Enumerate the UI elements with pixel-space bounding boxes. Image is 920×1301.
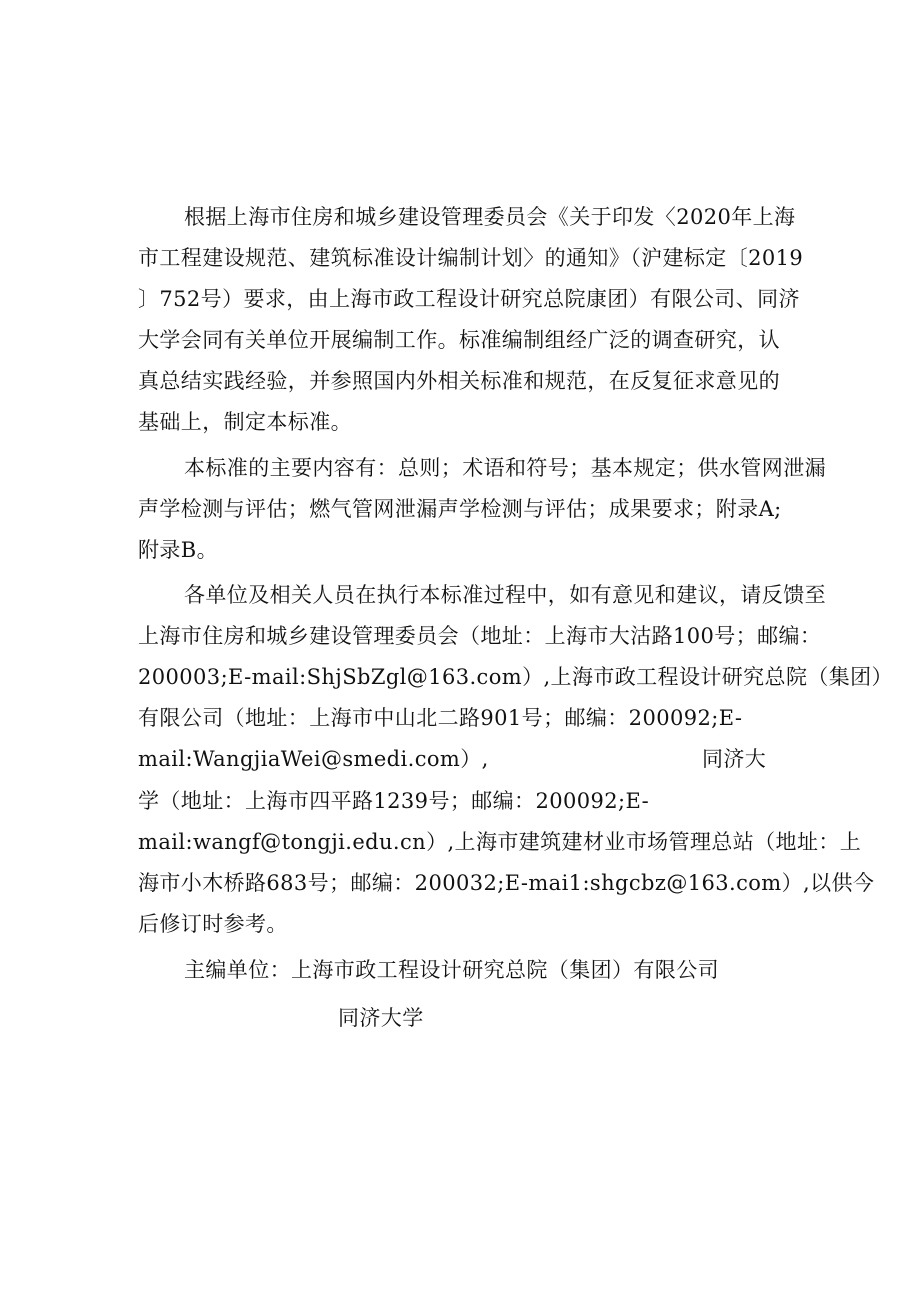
paragraph-2-line-3: 附录B。: [138, 538, 219, 562]
paragraph-3-line-3: 200003;E-mail:ShjSbZgl@163.com）,上海市政工程设计研究总院（集团）: [138, 665, 893, 689]
paragraph-3-line-6: 学（地址：上海市四平路1239号；邮编：200092;E-: [138, 789, 650, 813]
paragraph-1-line-4: 大学会同有关单位开展编制工作。标准编制组经广泛的调查研究，认: [138, 328, 780, 352]
paragraph-3-line-1: 各单位及相关人员在执行本标准过程中，如有意见和建议，请反馈至: [184, 583, 826, 607]
paragraph-3-line-9: 后修订时参考。: [138, 912, 288, 936]
paragraph-1-line-3: 〕752号）要求，由上海市政工程设计研究总院康团）有限公司、同济: [138, 287, 800, 311]
paragraph-3-line-4: 有限公司（地址：上海市中山北二路901号；邮编：200092;E-: [138, 706, 743, 730]
paragraph-1-line-5: 真总结实践经验，并参照国内外相关标准和规范，在反复征求意见的: [138, 369, 780, 393]
paragraph-2-line-1: 本标准的主要内容有：总则；术语和符号；基本规定；供水管网泄漏: [184, 456, 826, 480]
paragraph-1-line-2: 市工程建设规范、建筑标准设计编制计划〉的通知》（沪建标定〔2019: [138, 246, 804, 270]
paragraph-3-line-8: 海市小木桥路683号；邮编：200032;E-mai1:shgcbz@163.com）,以供今: [138, 871, 875, 895]
paragraph-1-line-6: 基础上，制定本标准。: [138, 410, 352, 434]
editor-unit-line: 主编单位：上海市政工程设计研究总院（集团）有限公司: [184, 958, 719, 982]
paragraph-3-line-7: mail:wangf@tongji.edu.cn）,上海市建筑建材业市场管理总站（地址：上: [138, 830, 862, 854]
paragraph-3-line-5: mail:WangjiaWei@smedi.com）,: [138, 747, 489, 771]
paragraph-3-line-2: 上海市住房和城乡建设管理委员会（地址：上海市大沽路100号；邮编：: [138, 624, 822, 648]
editor-unit-second: 同济大学: [338, 1006, 424, 1030]
paragraph-1-line-1: 根据上海市住房和城乡建设管理委员会《关于印发〈2020年上海: [184, 205, 796, 229]
paragraph-3-line-5-right: 同济大: [702, 747, 767, 771]
paragraph-2-line-2: 声学检测与评估；燃气管网泄漏声学检测与评估；成果要求；附录A;: [138, 497, 782, 521]
